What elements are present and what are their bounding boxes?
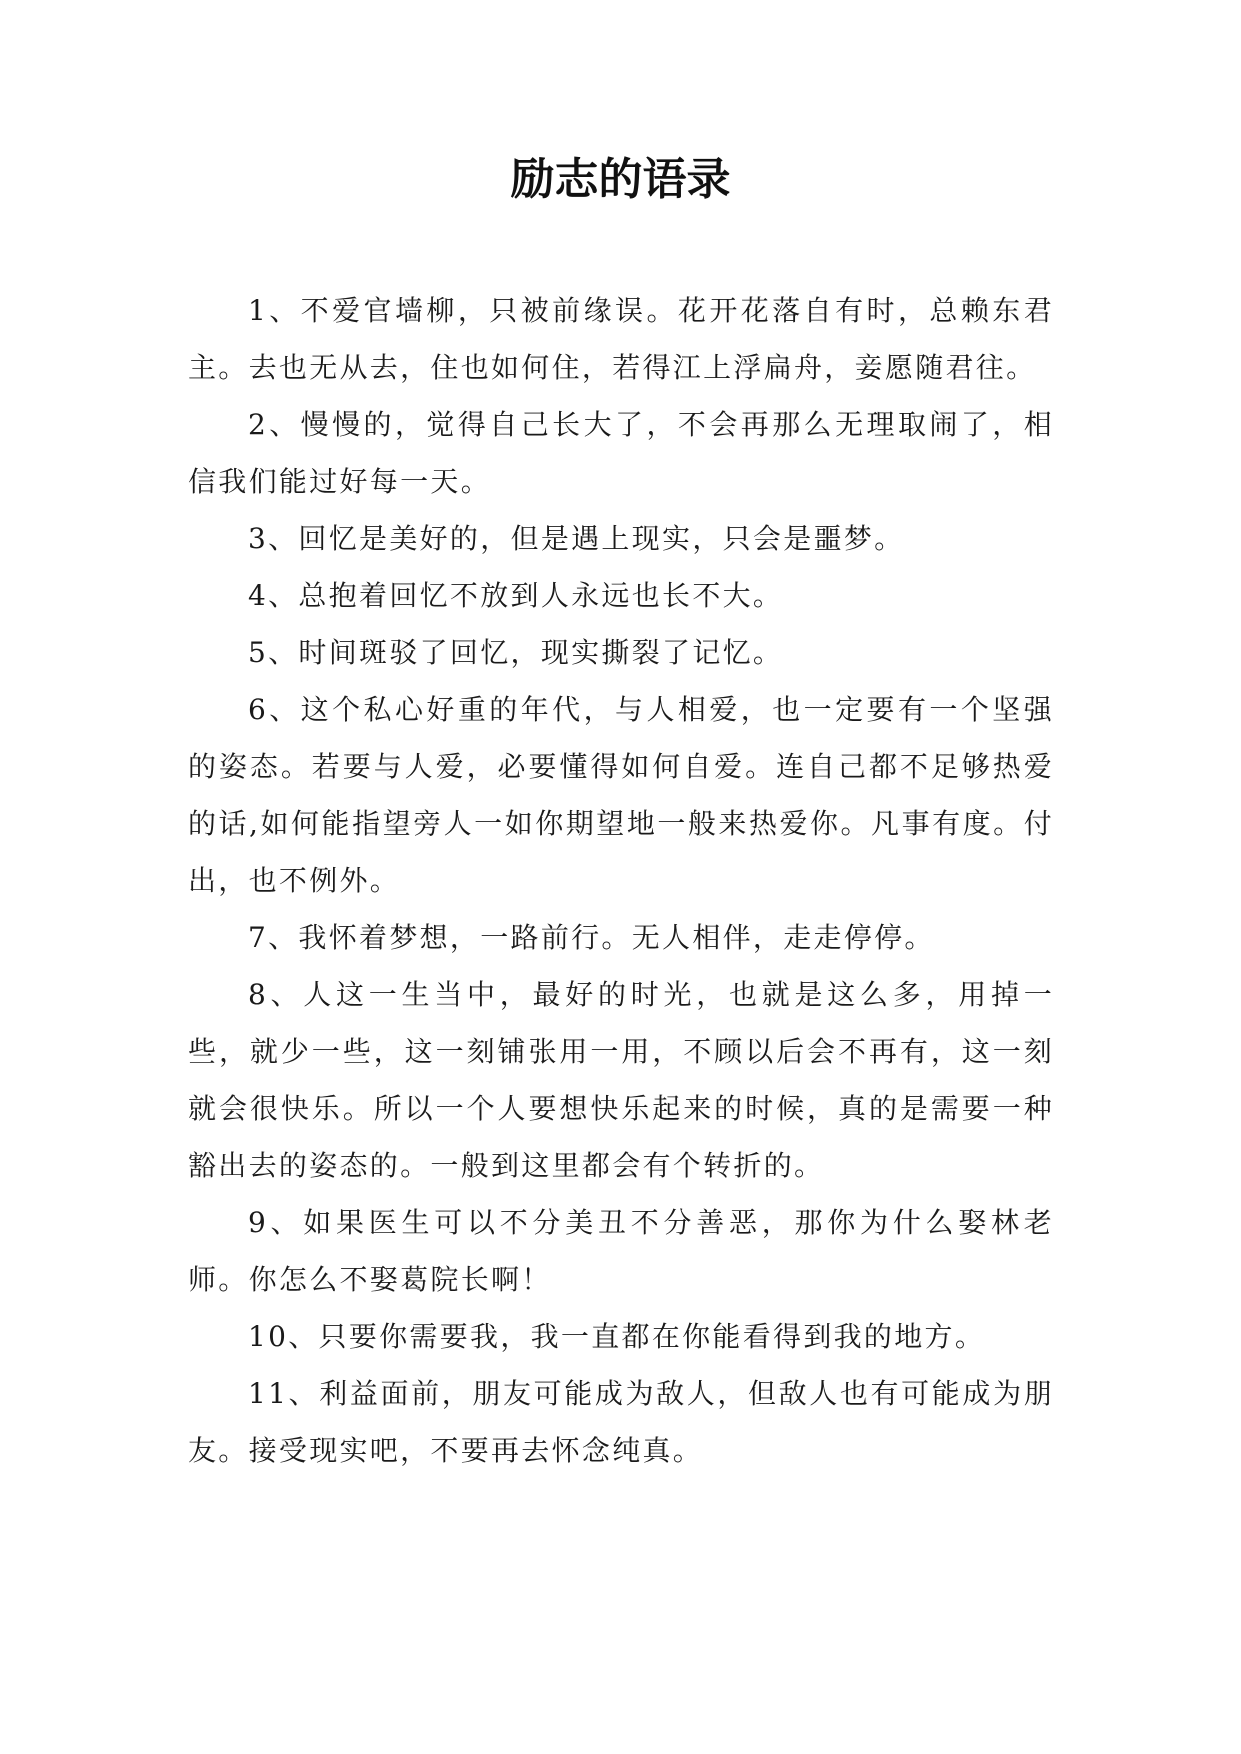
quote-paragraph-6: 6、这个私心好重的年代，与人相爱，也一定要有一个坚强的姿态。若要与人爱，必要懂得如何自爱。连自己都不足够热爱的话,如何能指望旁人一如你期望地一般来热爱你。凡事有度。付出，也不例外。 (188, 693, 1054, 897)
quote-paragraph-1: 1、不爱官墙柳，只被前缘误。花开花落自有时，总赖东君主。去也无从去，住也如何住，若得江上浮扁舟，妾愿随君往。 (188, 294, 1054, 384)
quote-paragraph-2: 2、慢慢的，觉得自己长大了，不会再那么无理取闹了，相信我们能过好每一天。 (188, 408, 1054, 498)
document-title: 励志的语录 (510, 154, 731, 205)
document-body (188, 282, 1054, 1479)
quote-paragraph-8: 8、人这一生当中，最好的时光，也就是这么多，用掉一些，就少一些，这一刻铺张用一用，不顾以后会不再有，这一刻就会很快乐。所以一个人要想快乐起来的时候，真的是需要一种豁出去的姿态的。一般到这里都会有个转折的。 (188, 978, 1054, 1182)
quote-paragraph-9: 9、如果医生可以不分美丑不分善恶，那你为什么娶林老师。你怎么不娶葛院长啊！ (188, 1206, 1054, 1296)
quote-paragraph-11: 11、利益面前，朋友可能成为敌人，但敌人也有可能成为朋友。接受现实吧，不要再去怀念纯真。 (188, 1377, 1054, 1467)
quote-paragraph-3: 3、回忆是美好的，但是遇上现实，只会是噩梦。 (248, 522, 905, 555)
quote-paragraph-7: 7、我怀着梦想，一路前行。无人相伴，走走停停。 (248, 921, 935, 954)
quote-paragraph-5: 5、时间斑驳了回忆，现实撕裂了记忆。 (248, 636, 784, 669)
quote-paragraph-10: 10、只要你需要我，我一直都在你能看得到我的地方。 (248, 1320, 986, 1353)
quote-paragraph-4: 4、总抱着回忆不放到人永远也长不大。 (248, 579, 784, 612)
